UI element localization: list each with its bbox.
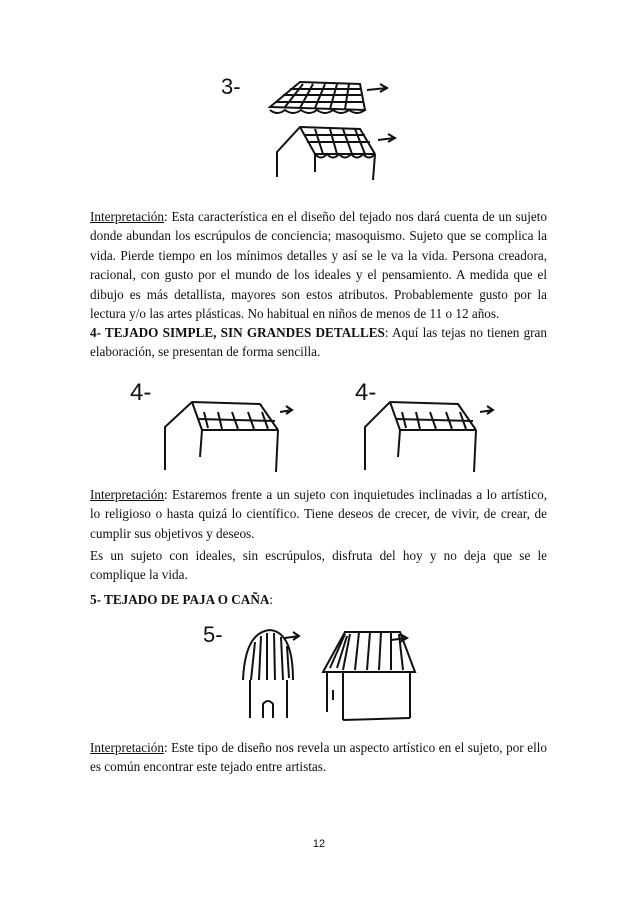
interpretation-3-text: : Esta característica en el diseño del tejado nos dará cuenta de un sujeto donde abundan los escrúpulos de conciencia; masoquismo. Sujeto que se complica la vida. Pierde tiempo en los mínimos detalles y así se le va la vida. Persona creadora, racional, con gusto por el mundo de los ideales y el pensamiento. A medida que el dibujo es más detallista, mayores son estos atributos. Probablemente gusto por la lectura y/o las artes plásticas. No habitual en niños de menos de 11 o 12 años.: [90, 209, 547, 322]
section-4-intro-text: : Aquí las tejas no tienen gran elaboración, se presentan de forma sencilla.: [90, 325, 548, 360]
section-5-heading-paragraph: [90, 590, 547, 609]
interpretation-label: Interpretación: [90, 487, 164, 502]
interpretation-5-text: : Este tipo de diseño nos revela un aspecto artístico en el sujeto, por ello es común encontrar este tejado entre artistas.: [90, 740, 547, 775]
fig3-label: 3-: [221, 74, 241, 99]
simple-roof-drawing-right: [345, 372, 530, 477]
section-5-heading-colon: :: [269, 592, 274, 607]
section-4-heading-paragraph: [90, 323, 547, 362]
interpretation-label: Interpretación: [90, 209, 164, 224]
tiled-roofs-drawing: [215, 72, 405, 192]
simple-roof-drawing-left: [120, 372, 305, 477]
section-5-heading: 5- TEJADO DE PAJA O CAÑA: [90, 592, 270, 607]
figure-straw-roofs: [195, 620, 425, 725]
figure-simple-roof-left: [120, 372, 305, 477]
section-4-extra-paragraph: Es un sujeto con ideales, sin escrúpulos, disfruta del hoy y no deja que se le complique la vida.: [90, 548, 547, 583]
interpretation-5-paragraph: [90, 738, 547, 777]
figure-simple-roof-right: [345, 372, 530, 477]
interpretation-4-text: : Estaremos frente a un sujeto con inquietudes inclinadas a lo artístico, lo religioso o hasta quizá lo científico. Tiene deseos de crecer, de vivir, de crear, de cumplir sus objetivos y deseos.: [90, 487, 547, 541]
interpretation-4-paragraph: [90, 485, 547, 543]
fig4-left-label: 4-: [130, 379, 152, 406]
fig4-right-label: 4-: [355, 379, 377, 406]
fig5-label: 5-: [203, 622, 223, 647]
section-4-heading: 4- TEJADO SIMPLE, SIN GRANDES DETALLES: [90, 325, 385, 340]
figure-tiled-roofs: [215, 72, 405, 192]
straw-roofs-drawing: [195, 620, 425, 725]
interpretation-label: Interpretación: [90, 740, 164, 755]
interpretation-3-paragraph: [90, 207, 547, 323]
page-number: 12: [312, 838, 326, 850]
